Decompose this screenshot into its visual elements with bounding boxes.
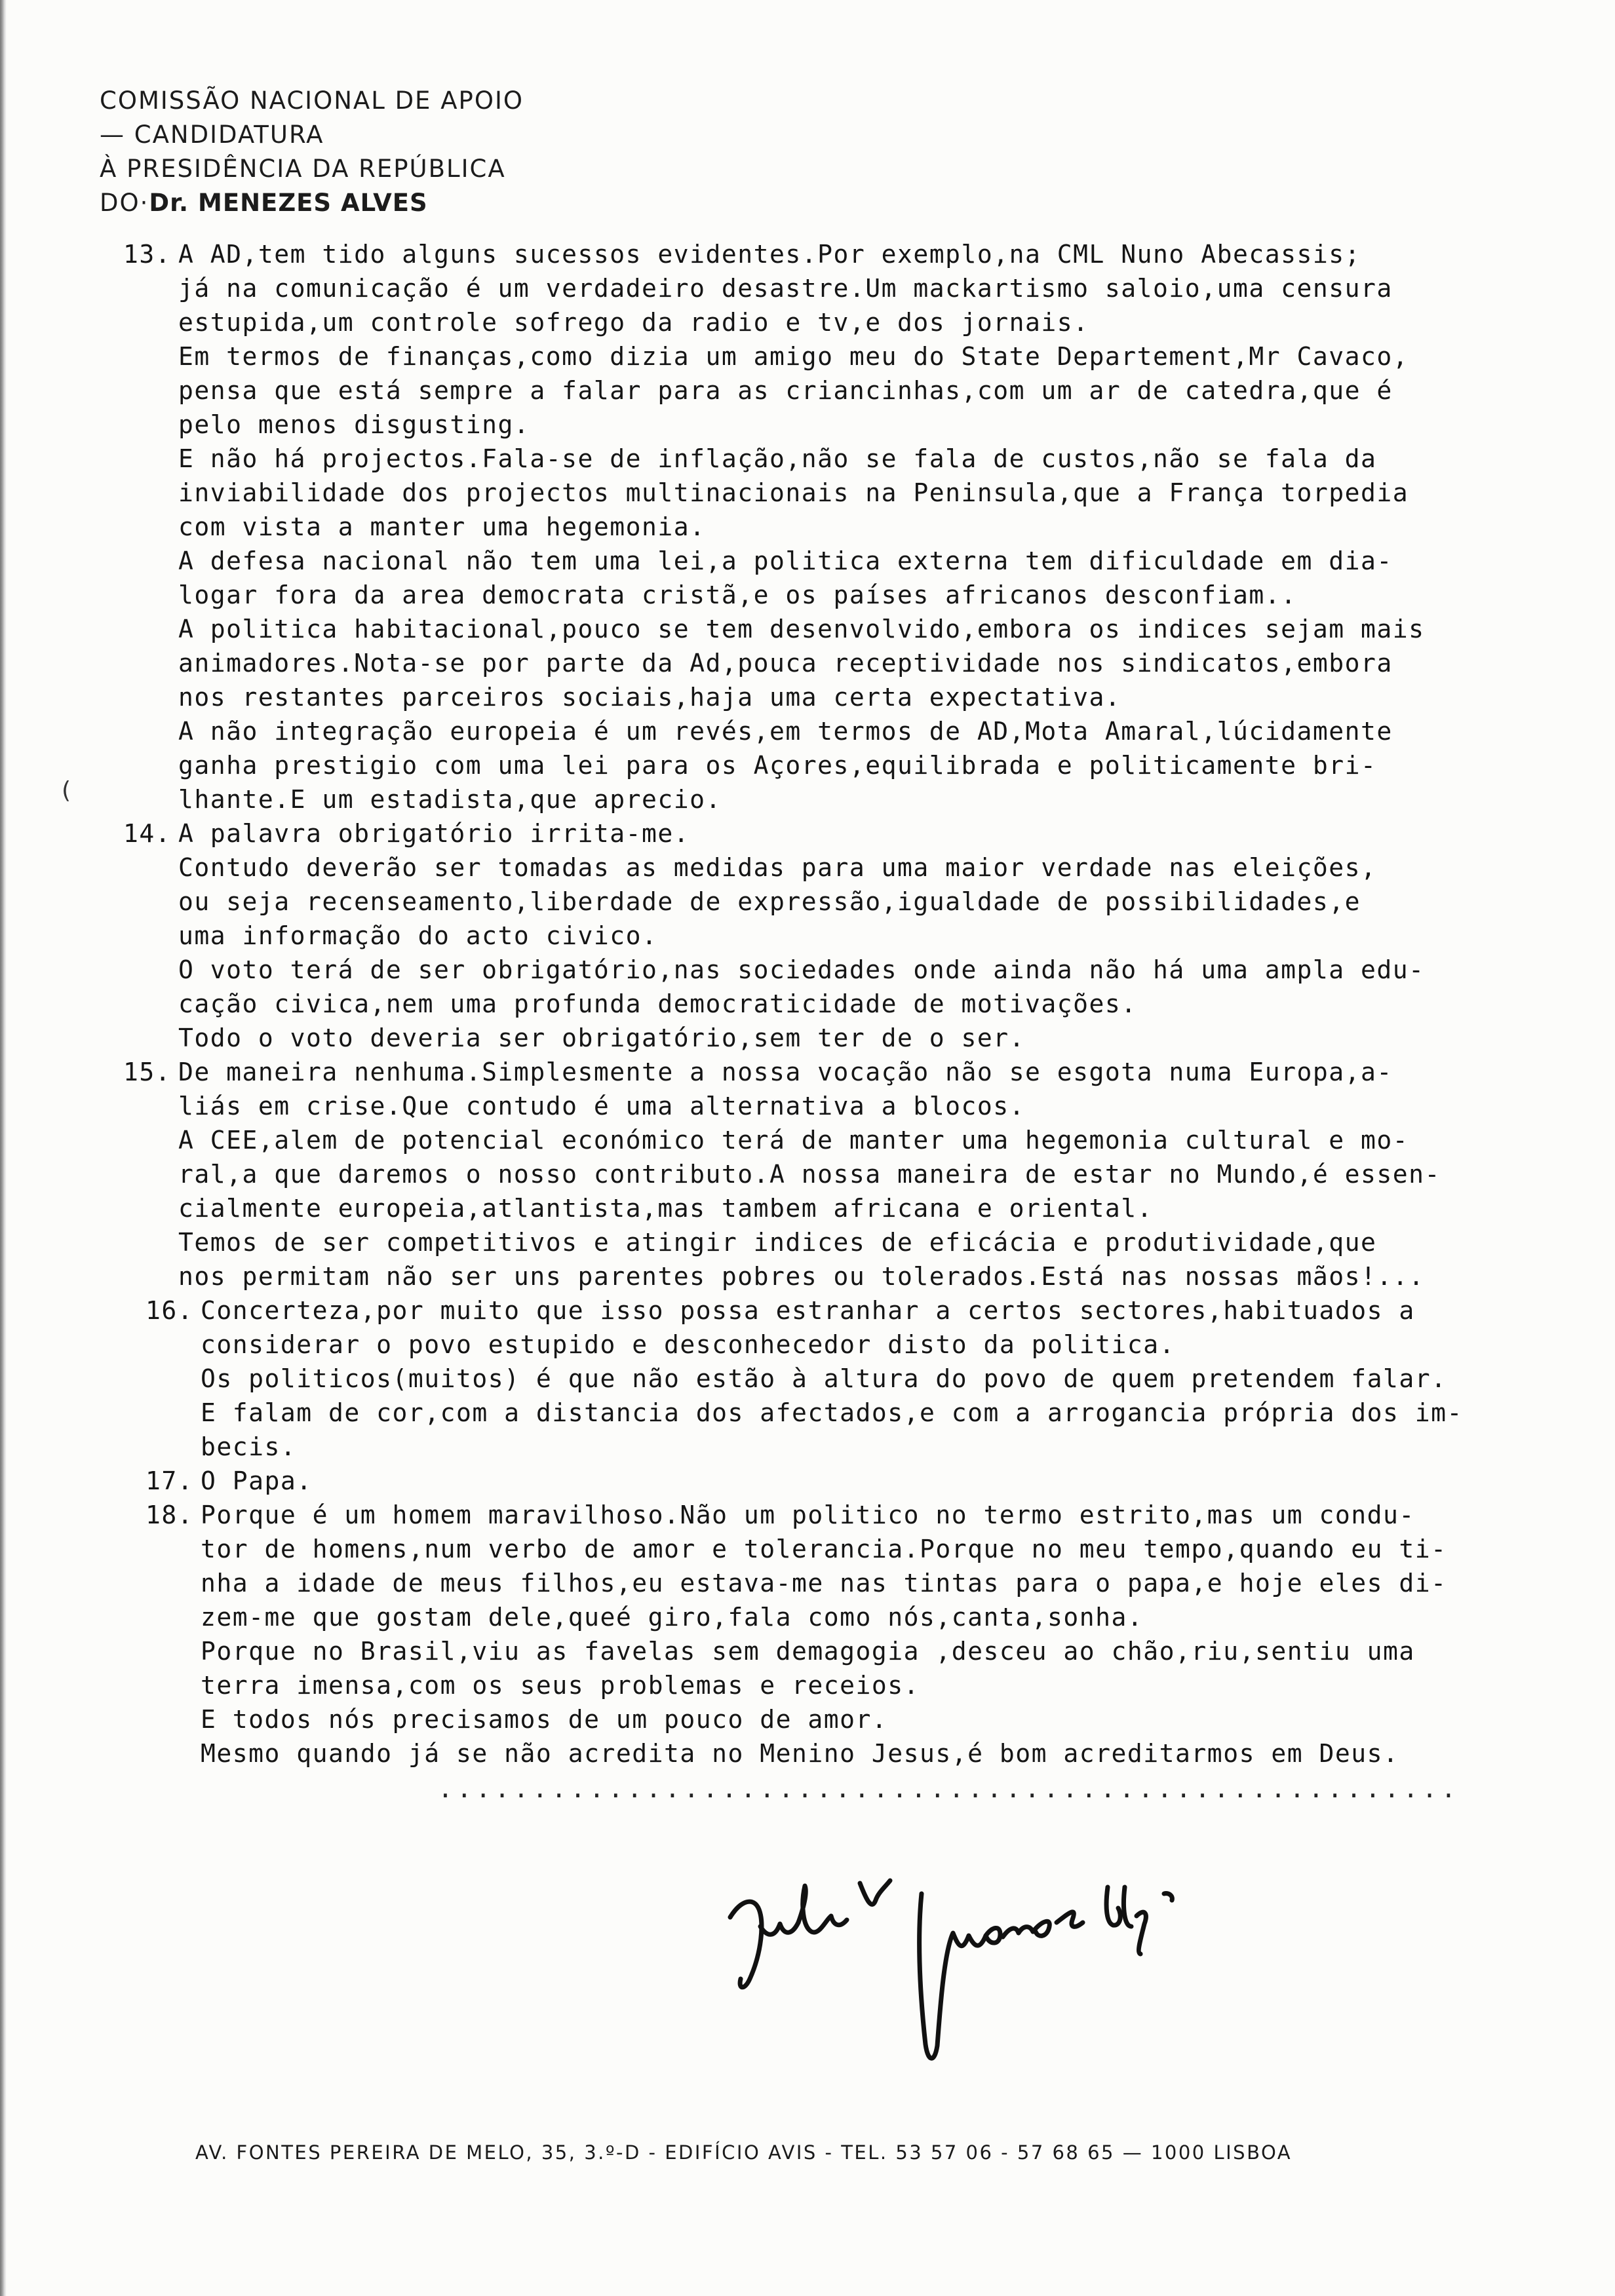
- answer-text: A palavra obrigatório irrita-me. Contudo deverão ser tomadas as medidas para uma maior verdade nas eleições, ou seja recenseamento,liberdade de expressão,igualdade de possibilidades,e uma informação do acto civico. O voto terá de ser obrigatório,nas sociedades onde ainda não há uma ampla edu- cação civica,nem uma profunda democraticidade de motivações. Todo o voto deveria ser obrigatório,sem ter de o ser.: [178, 819, 1425, 1052]
- answer-number: 13.: [123, 240, 172, 269]
- dotted-separator: ......................................................: [438, 1774, 1460, 1803]
- answer-item: [123, 1498, 1552, 1770]
- answer-text: Concerteza,por muito que isso possa estranhar a certos sectores,habituados a considerar o povo estupido e desconhecedor disto da politica. Os politicos(muitos) é que não estão à altura do povo de quem pretendem falar. E falam de cor,com a distancia dos afectados,e com a arrogancia própria dos im- becis.: [201, 1296, 1463, 1461]
- answers-body: [123, 237, 1552, 1770]
- answer-item: [123, 816, 1552, 1055]
- answer-item: [123, 1055, 1552, 1293]
- margin-mark: (: [62, 777, 71, 804]
- answer-text: O Papa.: [201, 1466, 313, 1495]
- letterhead-line-2: — CANDIDATURA: [100, 121, 324, 149]
- letterhead-prefix: DO·: [100, 189, 149, 217]
- scan-edge: [0, 0, 7, 2296]
- answer-item: [123, 1464, 1552, 1498]
- letterhead-footer-address: AV. FONTES PEREIRA DE MELO, 35, 3.º-D - EDIFÍCIO AVIS - TEL. 53 57 06 - 57 68 65 — 1000 LISBOA: [195, 2141, 1293, 2164]
- letterhead-line-4: [100, 186, 524, 220]
- letterhead: [100, 84, 524, 220]
- answer-number: 16.: [146, 1296, 194, 1325]
- answer-text: Porque é um homem maravilhoso.Não um politico no termo estrito,mas um condu- tor de homens,num verbo de amor e tolerancia.Porque no meu tempo,quando eu ti- nha a idade de meus filhos,eu estava-me nas tintas para o papa,e hoje eles di- zem-me que gostam dele,queé giro,fala como nós,canta,sonha. Porque no Brasil,viu as favelas sem demagogia ,desceu ao chão,riu,sentiu uma terra imensa,com os seus problemas e receios. E todos nós precisamos de um pouco de amor. Mesmo quando já se não acredita no Menino Jesus,é bom acreditarmos em Deus.: [201, 1501, 1447, 1768]
- answer-item: [123, 1293, 1552, 1464]
- letterhead-line-3: À PRESIDÊNCIA DA REPÚBLICA: [100, 155, 506, 183]
- answer-text: De maneira nenhuma.Simplesmente a nossa vocação não se esgota numa Europa,a- liás em crise.Que contudo é uma alternativa a blocos. A CEE,alem de potencial económico terá de manter uma hegemonia cultural e mo- ral,a que daremos o nosso contributo.A nossa maneira de estar no Mundo,é essen- cialmente europeia,atlantista,mas tambem africana e oriental. Temos de ser competitivos e atingir indices de eficácia e produtividade,que nos permitam não ser uns parentes pobres ou tolerados.Está nas nossas mãos!...: [178, 1058, 1441, 1291]
- handwritten-signature: [721, 1854, 1219, 2090]
- letterhead-line-1: COMISSÃO NACIONAL DE APOIO: [100, 86, 524, 115]
- answer-number: 15.: [123, 1058, 172, 1086]
- answer-number: 14.: [123, 819, 172, 848]
- answer-item: [123, 237, 1552, 816]
- candidate-name: Dr. MENEZES ALVES: [149, 189, 428, 217]
- answer-text: A AD,tem tido alguns sucessos evidentes.Por exemplo,na CML Nuno Abecassis; já na comunicação é um verdadeiro desastre.Um mackartismo saloio,uma censura estupida,um controle sofrego da radio e tv,e dos jornais. Em termos de finanças,como dizia um amigo meu do State Departement,Mr Cavaco, pensa que está sempre a falar para as criancinhas,com um ar de catedra,que é pelo menos disgusting. E não há projectos.Fala-se de inflação,não se fala de custos,não se fala da inviabilidade dos projectos multinacionais na Peninsula,que a França torpedia com vista a manter uma hegemonia. A defesa nacional não tem uma lei,a politica externa tem dificuldade em dia- logar fora da area democrata cristã,e os países africanos desconfiam.. A politica habitacional,pouco se tem desenvolvido,embora os indices sejam mais animadores.Nota-se por parte da Ad,pouca receptividade nos sindicatos,embora nos restantes parceiros sociais,haja uma certa expectativa. A não integração europeia é um revés,em termos de AD,Mota Amaral,lúcidamente ganha prestigio com uma lei para os Açores,equilibrada e politicamente bri- lhante.E um estadista,que aprecio.: [178, 240, 1425, 814]
- answer-number: 18.: [146, 1501, 194, 1529]
- answer-number: 17.: [146, 1466, 194, 1495]
